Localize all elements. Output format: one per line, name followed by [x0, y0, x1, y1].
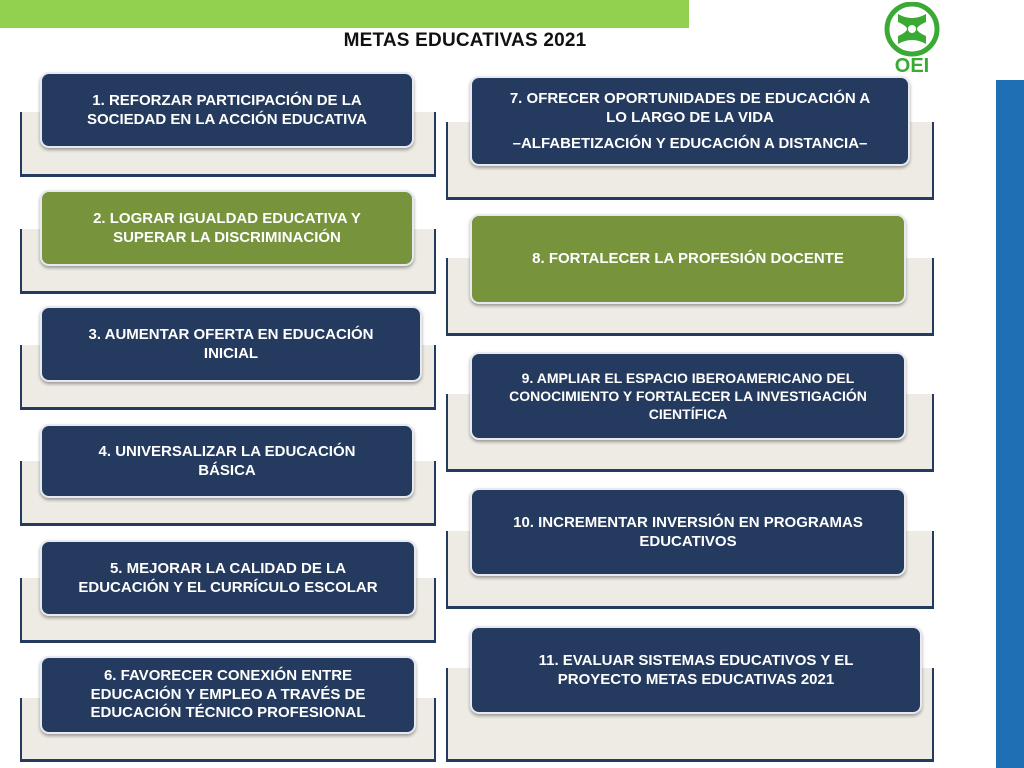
- goal-6-line-3: EDUCACIÓN TÉCNICO PROFESIONAL: [90, 704, 366, 722]
- goal-6-line-1: 6. FAVORECER CONEXIÓN ENTRE: [103, 666, 353, 684]
- goal-11-box: [470, 626, 922, 714]
- goal-3-line-2: INICIAL: [203, 345, 259, 362]
- goal-10-line-1: 10. INCREMENTAR INVERSIÓN EN PROGRAMAS: [513, 513, 863, 531]
- goal-2-line-1: 2. LOGRAR IGUALDAD EDUCATIVA Y: [93, 209, 361, 227]
- goal-2-box: [40, 190, 414, 266]
- goal-9-line-1: 9. AMPLIAR EL ESPACIO IBEROAMERICANO DEL: [521, 369, 855, 386]
- page-title: METAS EDUCATIVAS 2021: [343, 30, 587, 51]
- goal-5-line-1: 5. MEJORAR LA CALIDAD DE LA: [109, 559, 347, 577]
- goal-7-box: [470, 76, 910, 166]
- goal-4-line-2: BÁSICA: [198, 462, 256, 479]
- goal-6-box: [40, 656, 416, 734]
- goal-3-line-1: 3. AUMENTAR OFERTA EN EDUCACIÓN: [88, 325, 374, 343]
- logo-text: OEI: [894, 55, 930, 74]
- goal-9-box: [470, 352, 906, 440]
- goal-1-line-2: SOCIEDAD EN LA ACCIÓN EDUCATIVA: [86, 111, 367, 128]
- goal-5-line-2: EDUCACIÓN Y EL CURRÍCULO ESCOLAR: [78, 579, 378, 596]
- top-accent-bar: [0, 0, 689, 28]
- goal-1-line-1: 1. REFORZAR PARTICIPACIÓN DE LA: [92, 91, 362, 109]
- goal-7-line-2: LO LARGO DE LA VIDA: [606, 109, 774, 127]
- goal-4-box: [40, 424, 414, 498]
- goal-8-line-1: 8. FORTALECER LA PROFESIÓN DOCENTE: [532, 250, 844, 268]
- goal-10-line-2: EDUCATIVOS: [639, 533, 737, 550]
- goal-9-line-3: CIENTÍFICA: [648, 406, 728, 423]
- goal-11-line-2: PROYECTO METAS EDUCATIVAS 2021: [557, 671, 835, 688]
- goal-5-box: [40, 540, 416, 616]
- goal-8-box: [470, 214, 906, 304]
- oei-logo: [884, 2, 940, 74]
- goal-11-line-1: 11. EVALUAR SISTEMAS EDUCATIVOS Y EL: [538, 651, 854, 669]
- goal-6-line-2: EDUCACIÓN Y EMPLEO A TRAVÉS DE: [90, 685, 366, 703]
- goal-7-line-3: –ALFABETIZACIÓN Y EDUCACIÓN A DISTANCIA–: [512, 134, 868, 152]
- goal-2-line-2: SUPERAR LA DISCRIMINACIÓN: [113, 229, 341, 246]
- goal-3-box: [40, 306, 422, 382]
- goal-4-line-1: 4. UNIVERSALIZAR LA EDUCACIÓN: [98, 442, 356, 460]
- goal-10-box: [470, 488, 906, 576]
- goal-9-line-2: CONOCIMIENTO Y FORTALECER LA INVESTIGACIÓN: [509, 387, 867, 404]
- goal-7-line-1: 7. OFRECER OPORTUNIDADES DE EDUCACIÓN A: [509, 89, 871, 107]
- goal-1-box: [40, 72, 414, 148]
- right-side-strip: [996, 80, 1024, 768]
